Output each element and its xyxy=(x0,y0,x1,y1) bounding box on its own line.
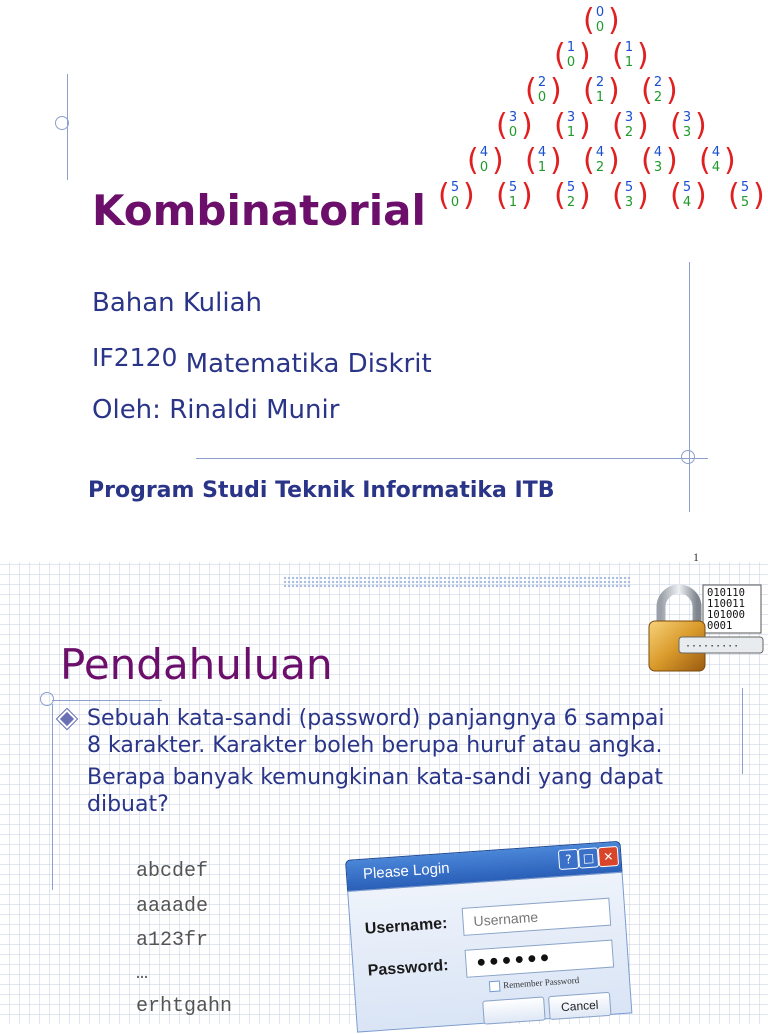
svg-text:·········: ········· xyxy=(685,641,740,652)
binomial-5-2 xyxy=(554,178,591,213)
binomial-5-1 xyxy=(496,178,533,213)
svg-text:4: 4 xyxy=(595,145,605,160)
svg-text:): ) xyxy=(637,108,649,143)
svg-text:): ) xyxy=(521,178,533,213)
svg-text:(: ( xyxy=(496,178,508,213)
svg-text:): ) xyxy=(579,108,591,143)
svg-text:4: 4 xyxy=(711,160,721,175)
svg-text:(: ( xyxy=(525,73,537,108)
svg-text:(: ( xyxy=(670,108,682,143)
svg-text:1: 1 xyxy=(566,125,576,140)
svg-text:): ) xyxy=(753,178,765,213)
svg-text:(: ( xyxy=(641,143,653,178)
username-label: Username: xyxy=(364,915,448,938)
svg-text:2: 2 xyxy=(624,125,634,140)
svg-text:(: ( xyxy=(496,108,508,143)
svg-text:4: 4 xyxy=(682,195,692,210)
svg-text:(: ( xyxy=(554,38,566,73)
svg-text:(: ( xyxy=(583,3,595,38)
svg-text:): ) xyxy=(521,108,533,143)
svg-text:4: 4 xyxy=(653,145,663,160)
svg-text:): ) xyxy=(608,143,620,178)
svg-text:1: 1 xyxy=(566,40,576,55)
help-icon: ? xyxy=(558,849,579,870)
decor-vertical-line-left-2 xyxy=(52,704,53,890)
binomial-4-1 xyxy=(525,143,562,178)
binomial-2-2 xyxy=(641,73,678,108)
binomial-0-0 xyxy=(583,3,620,38)
svg-text:): ) xyxy=(550,143,562,178)
svg-text:1: 1 xyxy=(624,40,634,55)
example-ellipsis: … xyxy=(136,962,149,985)
pascal-triangle-figure xyxy=(0,0,768,215)
binomial-5-3 xyxy=(612,178,649,213)
decor-horizontal-line-2 xyxy=(52,700,162,701)
decor-ring-left-2 xyxy=(40,692,54,706)
svg-text:1: 1 xyxy=(537,160,547,175)
svg-text:(: ( xyxy=(728,178,740,213)
username-field: Username xyxy=(462,898,612,936)
svg-text:5: 5 xyxy=(740,180,750,195)
ok-button xyxy=(482,996,546,1024)
svg-text:0: 0 xyxy=(595,20,605,35)
svg-text:2: 2 xyxy=(537,75,547,90)
decor-vertical-line-right xyxy=(689,262,690,512)
slide-title: Kombinatorial xyxy=(92,186,426,235)
svg-text:): ) xyxy=(666,73,678,108)
svg-text:(: ( xyxy=(612,178,624,213)
svg-text:0: 0 xyxy=(537,90,547,105)
example-password-3: a123fr xyxy=(136,929,209,952)
svg-text:): ) xyxy=(637,178,649,213)
course-code: IF2120 xyxy=(92,343,178,372)
binomial-4-4 xyxy=(699,143,736,178)
subtitle-line-3: Oleh: Rinaldi Munir xyxy=(92,395,340,425)
svg-text:): ) xyxy=(695,178,707,213)
svg-text:3: 3 xyxy=(682,125,692,140)
svg-text:0: 0 xyxy=(479,160,489,175)
remember-label: Remember Password xyxy=(502,974,580,991)
svg-text:4: 4 xyxy=(537,145,547,160)
svg-text:5: 5 xyxy=(624,180,634,195)
binomial-2-0 xyxy=(525,73,562,108)
remember-checkbox xyxy=(489,980,501,992)
svg-text:2: 2 xyxy=(595,160,605,175)
binomial-3-3 xyxy=(670,108,707,143)
svg-text:(: ( xyxy=(583,73,595,108)
svg-text:2: 2 xyxy=(595,75,605,90)
svg-text:1: 1 xyxy=(595,90,605,105)
svg-text:): ) xyxy=(492,143,504,178)
binomial-5-5 xyxy=(728,178,765,213)
binomial-5-0 xyxy=(438,178,475,213)
svg-text:3: 3 xyxy=(624,195,634,210)
binomial-4-2 xyxy=(583,143,620,178)
svg-text:): ) xyxy=(666,143,678,178)
svg-text:(: ( xyxy=(525,143,537,178)
svg-text:(: ( xyxy=(641,73,653,108)
svg-text:2: 2 xyxy=(653,90,663,105)
maximize-icon: □ xyxy=(578,847,599,868)
bullet-line-2: 8 karakter. Karakter boleh berupa huruf atau angka. xyxy=(87,733,663,758)
svg-text:(: ( xyxy=(612,38,624,73)
example-password-2: aaaade xyxy=(136,895,209,918)
password-field: ●●●●●● xyxy=(465,940,615,978)
svg-text:(: ( xyxy=(612,108,624,143)
password-label: Password: xyxy=(367,957,450,980)
svg-text:0: 0 xyxy=(508,125,518,140)
binomial-1-0 xyxy=(554,38,591,73)
close-icon: ✕ xyxy=(598,846,619,867)
svg-text:1: 1 xyxy=(624,55,634,70)
decor-horizontal-line xyxy=(196,458,708,459)
bullet-line-1: Sebuah kata-sandi (password) panjangnya 6 sampai xyxy=(87,706,665,731)
decor-vertical-line-right-2 xyxy=(742,688,743,774)
subtitle-line-2 xyxy=(92,343,432,379)
page-number: 1 xyxy=(693,550,699,562)
decor-dot-band xyxy=(283,576,631,587)
svg-text:3: 3 xyxy=(682,110,692,125)
svg-text:4: 4 xyxy=(711,145,721,160)
svg-text:3: 3 xyxy=(653,160,663,175)
svg-text:): ) xyxy=(579,38,591,73)
example-password-1: abcdef xyxy=(136,860,209,883)
bullet-line-3: Berapa banyak kemungkinan kata-sandi yang dapat xyxy=(87,765,663,790)
login-title: Please Login xyxy=(362,859,451,883)
login-body xyxy=(347,872,632,1033)
subtitle-line-1: Bahan Kuliah xyxy=(92,288,263,318)
svg-text:(: ( xyxy=(583,143,595,178)
binomial-5-4 xyxy=(670,178,707,213)
svg-text:(: ( xyxy=(467,143,479,178)
bullet-line-4: dibuat? xyxy=(87,792,169,817)
svg-text:3: 3 xyxy=(624,110,634,125)
binomial-1-1 xyxy=(612,38,649,73)
svg-text:5: 5 xyxy=(682,180,692,195)
svg-text:0: 0 xyxy=(566,55,576,70)
svg-text:(: ( xyxy=(438,178,450,213)
binomial-3-0 xyxy=(496,108,533,143)
svg-text:(: ( xyxy=(554,178,566,213)
svg-text:5: 5 xyxy=(566,180,576,195)
organization-text: Program Studi Teknik Informatika ITB xyxy=(88,478,555,503)
svg-text:2: 2 xyxy=(566,195,576,210)
svg-text:0: 0 xyxy=(595,5,605,20)
svg-text:): ) xyxy=(608,3,620,38)
binomial-4-0 xyxy=(467,143,504,178)
svg-text:): ) xyxy=(695,108,707,143)
svg-text:5: 5 xyxy=(740,195,750,210)
decor-ring-right xyxy=(681,450,695,464)
svg-text:5: 5 xyxy=(508,180,518,195)
svg-text:): ) xyxy=(608,73,620,108)
svg-text:0101101100111010000001: 010110 110011 101000 0001 xyxy=(707,587,745,632)
svg-text:): ) xyxy=(579,178,591,213)
svg-text:(: ( xyxy=(670,178,682,213)
padlock-icon xyxy=(641,583,767,679)
binomial-3-2 xyxy=(612,108,649,143)
login-dialog-image xyxy=(345,841,632,1030)
course-name: Matematika Diskrit xyxy=(185,349,432,379)
svg-text:0: 0 xyxy=(450,195,460,210)
slide-2-title: Pendahuluan xyxy=(60,640,333,689)
svg-text:): ) xyxy=(463,178,475,213)
binomial-2-1 xyxy=(583,73,620,108)
svg-text:5: 5 xyxy=(450,180,460,195)
svg-text:4: 4 xyxy=(479,145,489,160)
svg-text:): ) xyxy=(637,38,649,73)
svg-text:1: 1 xyxy=(508,195,518,210)
svg-text:(: ( xyxy=(699,143,711,178)
cancel-button: Cancel xyxy=(548,992,612,1020)
binomial-4-3 xyxy=(641,143,678,178)
example-password-4: erhtgahn xyxy=(136,995,233,1018)
svg-text:): ) xyxy=(550,73,562,108)
svg-text:2: 2 xyxy=(653,75,663,90)
svg-text:(: ( xyxy=(554,108,566,143)
svg-text:): ) xyxy=(724,143,736,178)
svg-text:3: 3 xyxy=(566,110,576,125)
svg-text:3: 3 xyxy=(508,110,518,125)
binomial-3-1 xyxy=(554,108,591,143)
